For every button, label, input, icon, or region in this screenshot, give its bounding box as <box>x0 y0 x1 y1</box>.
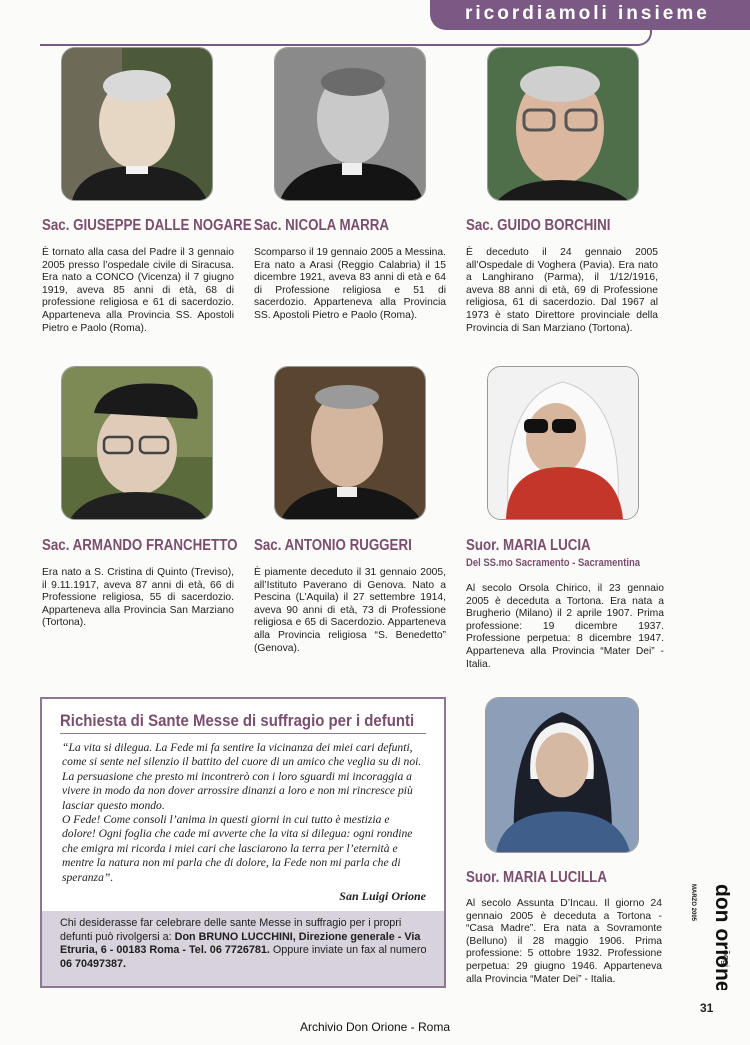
quote-paragraph: “La vita si dilegua. La Fede mi fa sentire la vicinanza dei miei cari defunti, come si sente nel silenzio il battito del cuore di un amico che veglia su di noi. La persuasione che presto mi incontrerò con i loro sguardi mi incoraggia a vivere in modo da non dover arrossire dinanzi a loro e non mi rincresce più lasciar questo mondo. <box>62 741 422 812</box>
title-divider <box>60 733 426 734</box>
obituary-name-ruggeri: Sac. ANTONIO RUGGERI <box>254 537 412 554</box>
magazine-logo <box>690 880 730 990</box>
magazine-issue: MARZO 2005 <box>690 884 696 922</box>
quote-paragraph: O Fede! Come consoli l’anima in questi giorni in cui tutto è mestizia e dolore! Ogni foglia che cade mi avverte che la vita si dilegua: ogni rondine che emigra mi ricorda i miei cari che lasciarono la terra per l’eternità e mentre la natura non mi parla che di dolore, la Fede non mi parla che di speranza”. <box>62 813 413 884</box>
section-title: ricordiamoli insieme <box>465 3 710 24</box>
obituary-text-marra: Scomparso il 19 gennaio 2005 a Messina. Era nato a Arasi (Reggio Calabria) il 15 dicembre 1921, aveva 83 anni di età e 64 di Professione religiosa e 51 di sacerdozio. Apparteneva alla Provincia SS. Apostoli Pietro e Paolo (Roma). <box>254 247 446 321</box>
request-panel <box>42 911 444 986</box>
mass-request-title: Richiesta di Sante Messe di suffragio per i defunti <box>60 711 415 730</box>
obituary-text-maria-lucilla: Al secolo Assunta D’Incau. Il giorno 24 gennaio 2005 è deceduta a Tortona - “Casa Madre”. Era nata a Sovramonte (Belluno) il 28 maggio 1906. Prima professione: 5 ottobre 1932. Professione perpetua: 29 giugno 1946. Apparteneva alla Provincia “Mater Dei” - Italia. <box>466 898 662 985</box>
obituary-name-maria-lucilla: Suor. MARIA LUCILLA <box>466 869 607 886</box>
quote-author: San Luigi Orione <box>339 889 426 903</box>
obituary-text-borchini: È deceduto il 24 gennaio 2005 all’Ospedale di Voghera (Pavia). Era nato a Langhirano (Parma), il 1/12/1916, aveva 88 anni di età, 69 di Professione religiosa, 61 di sacerdozio. Dal 1967 al 1973 è stato Direttore provinciale della Provincia di San Marziano (Tortona). <box>466 247 658 334</box>
obituary-name-borchini: Sac. GUIDO BORCHINI <box>466 217 611 234</box>
portrait-photo-franchetto <box>61 366 213 520</box>
obituary-name-marra: Sac. NICOLA MARRA <box>254 217 390 234</box>
magazine-tag: oggi <box>721 950 730 968</box>
obituary-text-franchetto: Era nato a S. Cristina di Quinto (Treviso), il 9.11.1917, aveva 87 anni di età, 66 di Professione religiosa, 55 di sacerdozio. Apparteneva alla Provincia San Marziano (Tortona). <box>42 567 234 629</box>
portrait-photo-marra <box>274 47 426 201</box>
obituary-name-dalle-nogare: Sac. GIUSEPPE DALLE NOGARE <box>42 217 252 234</box>
portrait-photo-maria-lucia <box>487 366 639 520</box>
request-text: Chi desiderasse far celebrare delle sante Messe in suffragio per i propri defunti può rivolgersi a: Don BRUNO LUCCHINI, Direzione generale - Via Etruria, 6 - 00183 Roma - Tel. 06 7726781. Oppure inviate un fax al numero 06 70497387. <box>60 917 427 970</box>
orione-quote <box>62 741 426 885</box>
obituary-text-maria-lucia: Al secolo Orsola Chirico, il 23 gennaio 2005 è deceduta a Tortona. Era nata a Brugherio (Milano) il 2 aprile 1907. Prima professione: 19 dicembre 1937. Professione perpetua: 8 dicembre 1947. Apparteneva alla Provincia “Mater Dei” - Italia. <box>466 583 664 670</box>
obituary-name-franchetto: Sac. ARMANDO FRANCHETTO <box>42 537 238 554</box>
request-contact: Don BRUNO LUCCHINI, Direzione generale - Via Etruria, 6 - 00183 Roma - Tel. 06 7726781. <box>60 930 421 956</box>
request-fax: 06 70497387. <box>60 957 127 970</box>
magazine-name: don orione <box>711 884 730 990</box>
section-header <box>430 0 750 30</box>
page-number: 31 <box>700 1001 714 1015</box>
portrait-photo-dalle-nogare <box>61 47 213 201</box>
portrait-photo-maria-lucilla <box>485 697 639 853</box>
obituary-text-ruggeri: È piamente deceduto il 31 gennaio 2005, all’Istituto Paverano di Genova. Nato a Pescina (L’Aquila) il 27 settembre 1914, aveva 90 anni di età, 73 di Professione religiosa e 65 di Sacerdozio. Apparteneva alla Provincia religiosa “S. Benedetto” (Genova). <box>254 567 446 654</box>
mass-request-box <box>40 697 446 988</box>
obituary-subtitle-maria-lucia: Del SS.mo Sacramento - Sacramentina <box>466 557 641 569</box>
obituary-name-maria-lucia: Suor. MARIA LUCIA <box>466 537 591 554</box>
archive-footer: Archivio Don Orione - Roma <box>299 1020 451 1034</box>
portrait-photo-ruggeri <box>274 366 426 520</box>
obituary-text-dalle-nogare: È tornato alla casa del Padre il 3 gennaio 2005 presso l’ospedale civile di Siracusa. Era nato a CONCO (Vicenza) il 7 giugno 1919, aveva 85 anni di età, 68 di professione religiosa e 61 di sacerdozio. Apparteneva alla Provincia SS. Apostoli Pietro e Paolo (Roma). <box>42 247 234 334</box>
portrait-photo-borchini <box>487 47 639 201</box>
